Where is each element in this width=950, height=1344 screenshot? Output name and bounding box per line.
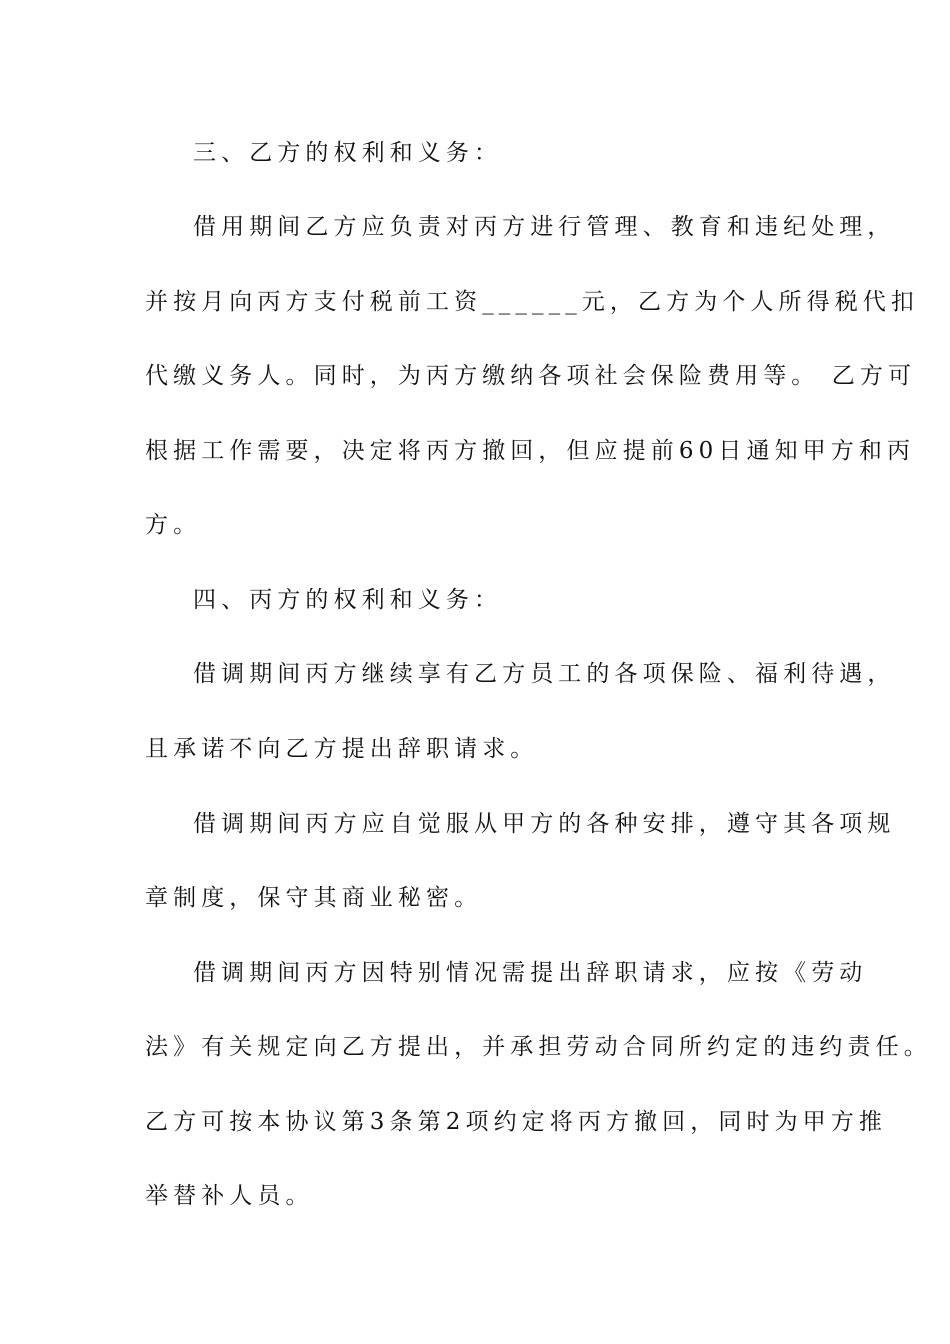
paragraph-line: 乙方可按本协议第3条第2项约定将丙方撤回，同时为甲方推 bbox=[145, 1109, 887, 1135]
paragraph-line: 借调期间丙方应自觉服从甲方的各种安排，遵守其各项规 bbox=[193, 811, 896, 837]
section-heading-3: 三、乙方的权利和义务： bbox=[193, 140, 503, 166]
paragraph-line: 代缴义务人。同时，为丙方缴纳各项社会保险费用等。 乙方可 bbox=[145, 363, 917, 389]
paragraph-line: 借用期间乙方应负责对丙方进行管理、教育和违纪处理， bbox=[193, 214, 896, 240]
paragraph-line: 章制度，保守其商业秘密。 bbox=[145, 885, 483, 911]
paragraph-line: 并按月向丙方支付税前工资______元，乙方为个人所得税代扣 bbox=[145, 289, 919, 315]
paragraph-line: 方。 bbox=[145, 512, 202, 538]
paragraph-line: 举替补人员。 bbox=[145, 1183, 314, 1209]
paragraph-line: 借调期间丙方因特别情况需提出辞职请求，应按《劳动 bbox=[193, 960, 868, 986]
section-heading-4: 四、丙方的权利和义务： bbox=[193, 587, 503, 613]
paragraph-line: 法》有关规定向乙方提出，并承担劳动合同所约定的违约责任。 bbox=[145, 1034, 932, 1060]
paragraph-line: 根据工作需要，决定将丙方撤回，但应提前60日通知甲方和丙 bbox=[145, 438, 916, 464]
paragraph-line: 且承诺不向乙方提出辞职请求。 bbox=[145, 736, 539, 762]
paragraph-line: 借调期间丙方继续享有乙方员工的各项保险、福利待遇， bbox=[193, 661, 896, 687]
